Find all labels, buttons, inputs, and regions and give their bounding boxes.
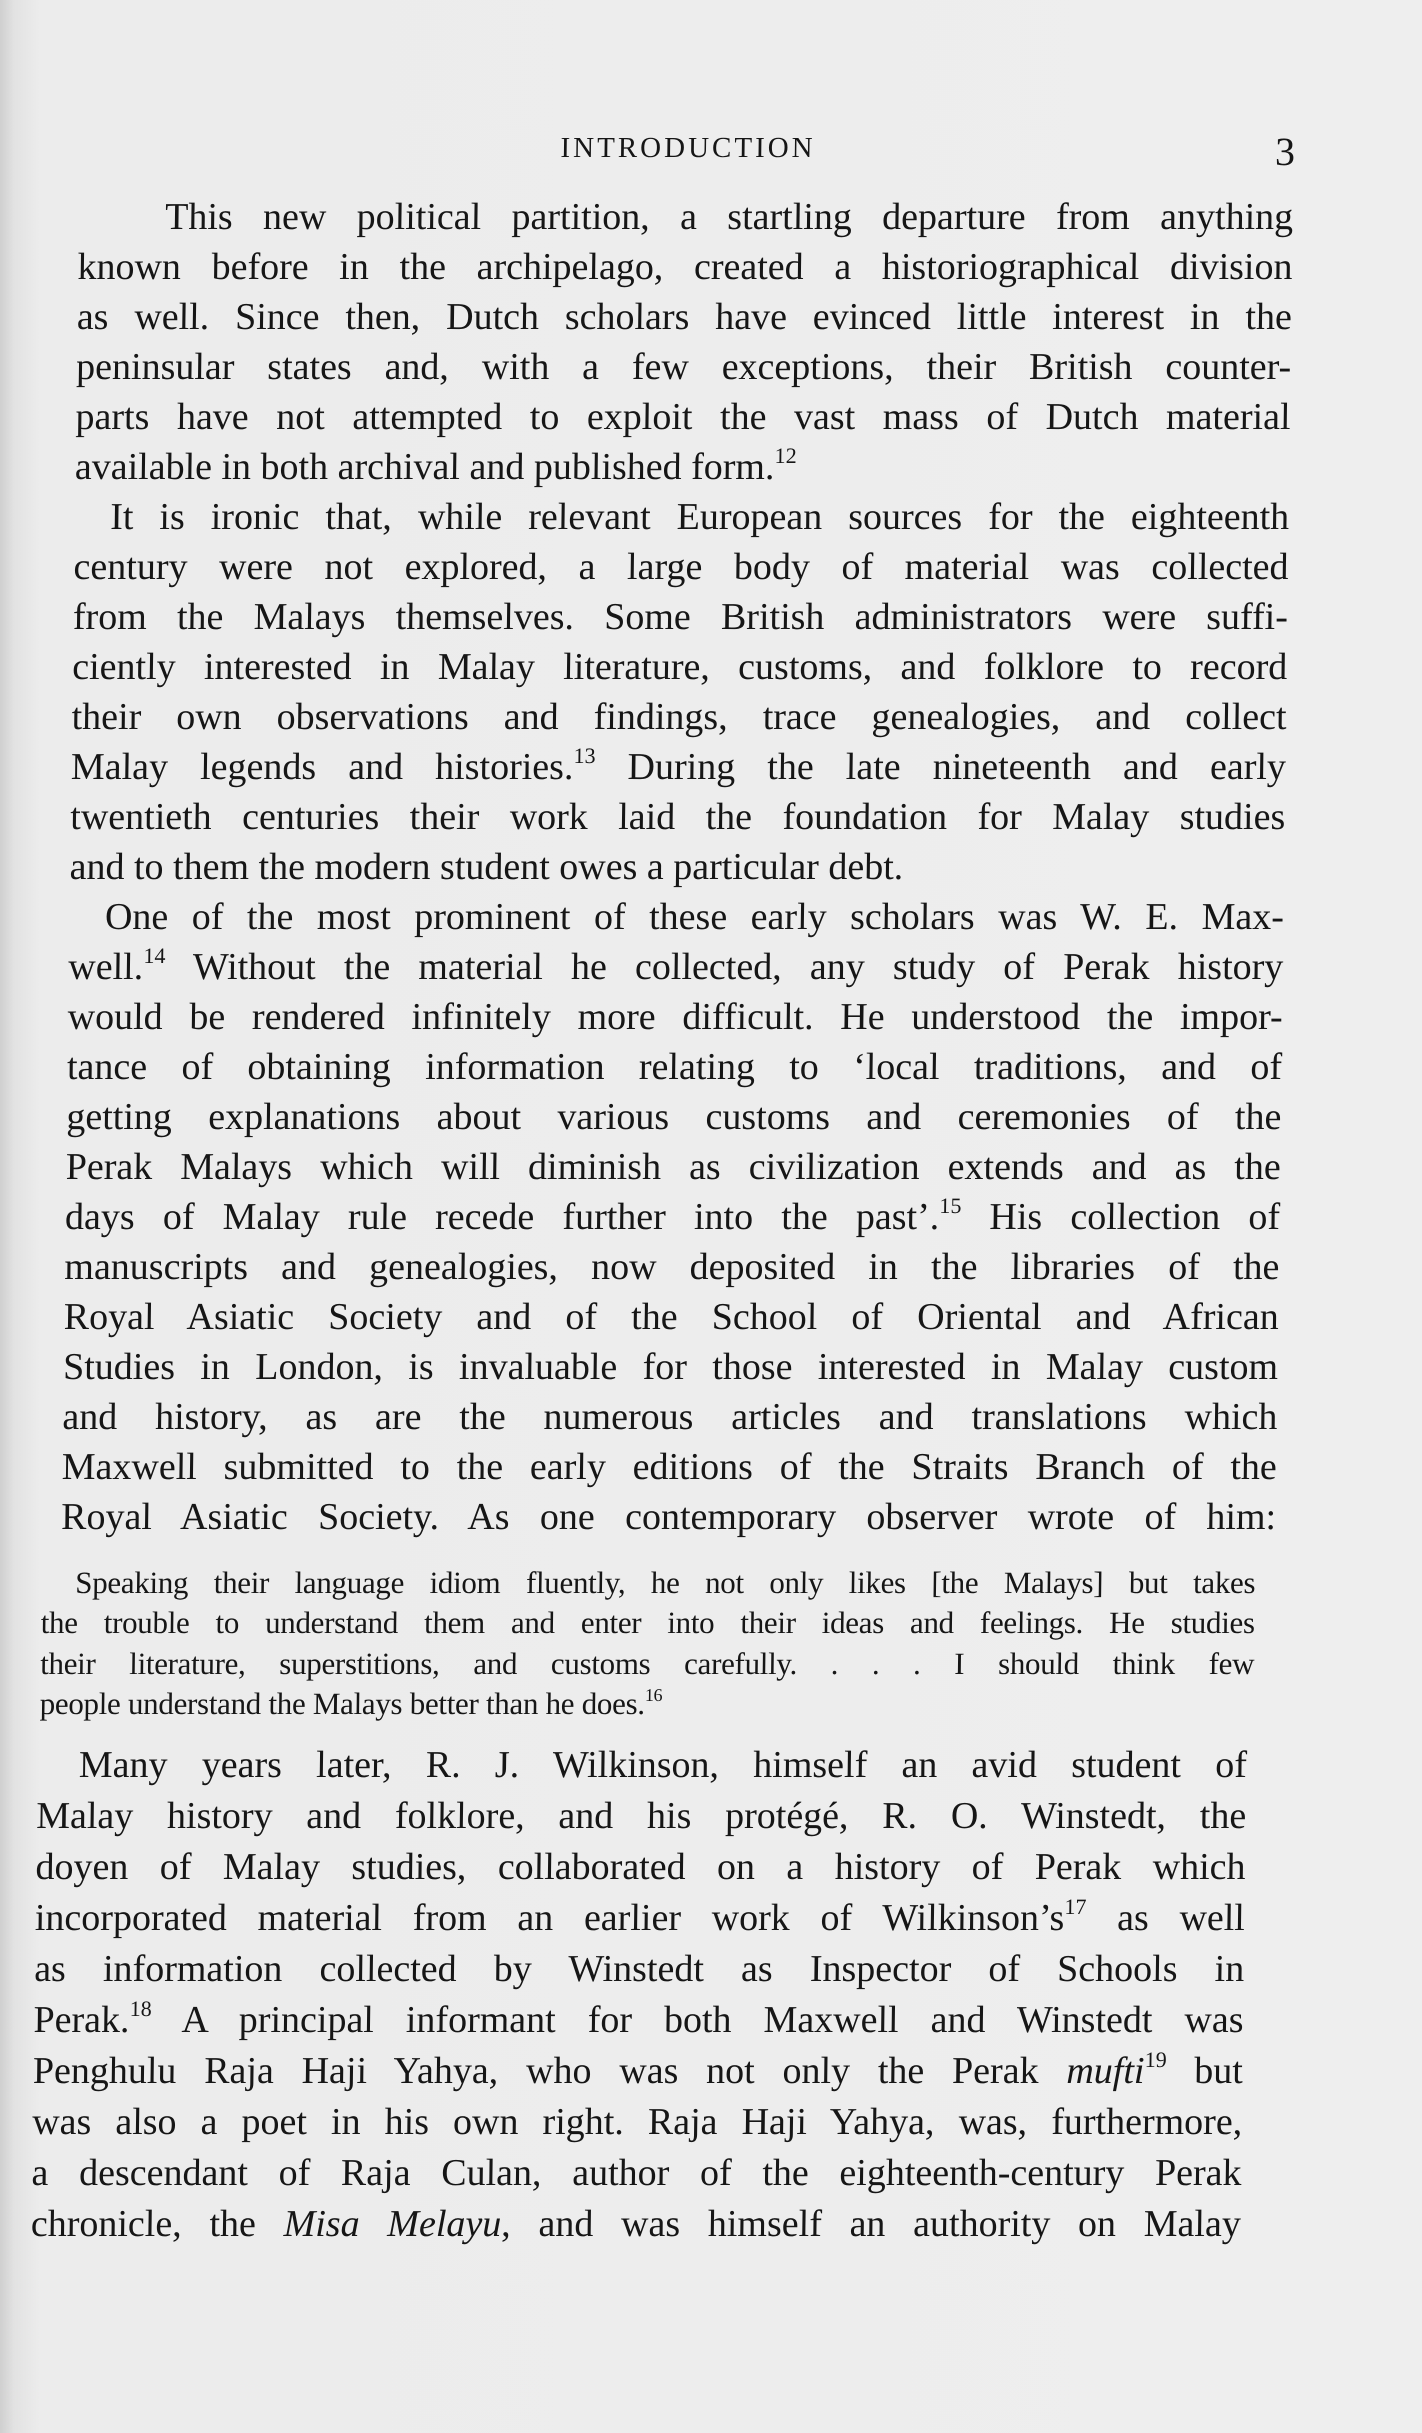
- text-run: Perak.: [33, 1999, 130, 2041]
- paragraph-4: [31, 1740, 1248, 2250]
- text-run: from the Malays themselves. Some British administrators were suffi-: [72, 596, 1289, 638]
- text-run: and history, as are the numerous articles and translations which: [62, 1396, 1278, 1438]
- text-line: [69, 842, 1285, 892]
- text-line: [34, 1944, 1245, 1995]
- text-run: as information collected by Winstedt as Inspector of Schools in: [33, 1948, 1245, 1990]
- text-line: [73, 542, 1289, 592]
- italic-text: Misa Melayu: [283, 2203, 502, 2245]
- text-run: as well: [1086, 1897, 1246, 1939]
- text-run: A principal informant for both Maxwell and Winstedt was: [151, 1999, 1244, 2041]
- italic-text: mufti: [1066, 2050, 1145, 2092]
- text-run: Many years later, R. J. Wilkinson, himself an avid student of: [78, 1744, 1248, 1786]
- text-line: [75, 392, 1291, 442]
- paragraph-3: [61, 892, 1285, 1542]
- text-line: [31, 2199, 1242, 2250]
- text-line: [73, 592, 1289, 642]
- text-run: chronicle, the: [30, 2203, 284, 2245]
- text-line: [64, 1242, 1280, 1292]
- text-run: their own observations and findings, trace genealogies, and collect: [71, 696, 1287, 738]
- text-run: His collection of: [961, 1196, 1281, 1238]
- footnote-ref: 17: [1064, 1894, 1087, 1920]
- text-run: known before in the archipelago, created a historiographical division: [77, 246, 1293, 288]
- text-line: [76, 342, 1292, 392]
- text-line: [61, 1492, 1277, 1542]
- text-run: well.: [68, 946, 144, 988]
- text-run: days of Malay rule recede further into the past’.: [64, 1196, 940, 1238]
- text-line: [33, 1995, 1244, 2046]
- text-line: [77, 292, 1293, 342]
- footnote-ref: 18: [129, 1996, 152, 2022]
- text-line: [40, 1603, 1255, 1643]
- text-run: Malay history and folklore, and his protégé, R. O. Winstedt, the: [35, 1795, 1247, 1837]
- text-run: manuscripts and genealogies, now deposited in the libraries of the: [64, 1246, 1280, 1288]
- paragraph-1: [75, 192, 1294, 492]
- text-run: getting explanations about various customs and ceremonies of the: [66, 1096, 1282, 1138]
- text-line: [32, 2097, 1243, 2148]
- text-run: Without the material he collected, any study of Perak history: [165, 946, 1284, 988]
- text-run: incorporated material from an earlier work of Wilkinson’s: [34, 1897, 1065, 1939]
- text-line: [74, 492, 1290, 542]
- text-run: the trouble to understand them and enter into their ideas and feelings. He studies: [40, 1605, 1255, 1641]
- text-line: [69, 892, 1285, 942]
- text-line: [66, 1092, 1282, 1142]
- text-line: [75, 442, 1291, 492]
- paragraph-2: [69, 492, 1289, 892]
- text-run: people understand the Malays better than he does.: [39, 1685, 646, 1721]
- footnote-ref: 14: [143, 943, 166, 969]
- text-run: was also a poet in his own right. Raja Haji Yahya, was, furthermore,: [31, 2101, 1243, 2143]
- text-run: century were not explored, a large body of material was collected: [73, 546, 1289, 588]
- text-run: available in both archival and published form.: [74, 446, 775, 488]
- text-run: This new political partition, a startling departure from anything: [164, 196, 1294, 238]
- text-run: Royal Asiatic Society and of the School of Oriental and African: [63, 1296, 1280, 1338]
- text-line: [67, 992, 1283, 1042]
- text-run: would be rendered infinitely more difficult. He understood the impor-: [67, 996, 1283, 1038]
- text-run: but: [1166, 2050, 1244, 2092]
- text-run: During the late nineteenth and early: [595, 746, 1287, 788]
- text-line: [67, 1042, 1283, 1092]
- text-line: [35, 1893, 1246, 1944]
- text-line: [39, 1684, 1254, 1724]
- text-line: [36, 1791, 1247, 1842]
- text-line: [33, 2046, 1244, 2097]
- text-line: [71, 742, 1287, 792]
- text-run: It is ironic that, while relevant European sources for the eighteenth: [109, 496, 1290, 538]
- text-line: [40, 1644, 1255, 1684]
- text-line: [70, 792, 1286, 842]
- text-line: [41, 1563, 1256, 1603]
- text-line: [68, 942, 1284, 992]
- footnote-ref: 12: [774, 443, 797, 469]
- text-run: doyen of Malay studies, collaborated on a history of Perak which: [35, 1846, 1246, 1888]
- text-run: ciently interested in Malay literature, customs, and folklore to record: [71, 646, 1288, 688]
- text-run: , and was himself an authority on Malay: [501, 2203, 1242, 2245]
- text-line: [37, 1740, 1248, 1791]
- running-head: INTRODUCTION: [560, 132, 816, 164]
- text-line: [31, 2148, 1242, 2199]
- footnote-ref: 19: [1144, 2047, 1167, 2073]
- text-run: Studies in London, is invaluable for those interested in Malay custom: [62, 1346, 1279, 1388]
- text-run: Speaking their language idiom fluently, he not only likes [the Malays] but takes: [75, 1565, 1256, 1600]
- text-run: One of the most prominent of these early scholars was W. E. Max-: [104, 896, 1285, 938]
- text-run: parts have not attempted to exploit the vast mass of Dutch material: [75, 396, 1291, 438]
- text-line: [65, 1142, 1281, 1192]
- text-line: [62, 1392, 1278, 1442]
- text-run: Malay legends and histories.: [70, 746, 574, 788]
- footnote-ref: 15: [939, 1193, 962, 1219]
- text-line: [72, 642, 1288, 692]
- text-line: [77, 242, 1293, 292]
- text-line: [65, 1192, 1281, 1242]
- text-run: Royal Asiatic Society. As one contemporary observer wrote of him:: [60, 1496, 1277, 1538]
- text-run: as well. Since then, Dutch scholars have evinced little interest in the: [76, 296, 1293, 338]
- text-run: and to them the modern student owes a particular debt.: [69, 846, 904, 888]
- text-line: [61, 1442, 1277, 1492]
- footnote-ref: 13: [573, 743, 596, 769]
- text-run: their literature, superstitions, and customs carefully. . . . I should think few: [39, 1645, 1255, 1681]
- text-line: [71, 692, 1287, 742]
- text-run: a descendant of Raja Culan, author of the eighteenth-century Perak: [31, 2152, 1242, 2194]
- text-line: [78, 192, 1294, 242]
- text-line: [63, 1342, 1279, 1392]
- block-quote: [39, 1563, 1255, 1724]
- text-run: Penghulu Raja Haji Yahya, who was not only the Perak: [32, 2050, 1067, 2092]
- text-run: tance of obtaining information relating to ‘local traditions, and of: [66, 1046, 1283, 1088]
- text-run: twentieth centuries their work laid the foundation for Malay studies: [70, 796, 1286, 838]
- page-number: 3: [1274, 129, 1296, 174]
- text-run: peninsular states and, with a few exceptions, their British counter-: [75, 346, 1292, 388]
- text-line: [63, 1292, 1279, 1342]
- footnote-ref: 16: [644, 1684, 663, 1705]
- text-run: Perak Malays which will diminish as civilization extends and as the: [65, 1146, 1281, 1188]
- text-line: [35, 1842, 1246, 1893]
- text-run: Maxwell submitted to the early editions of the Straits Branch of the: [61, 1446, 1278, 1488]
